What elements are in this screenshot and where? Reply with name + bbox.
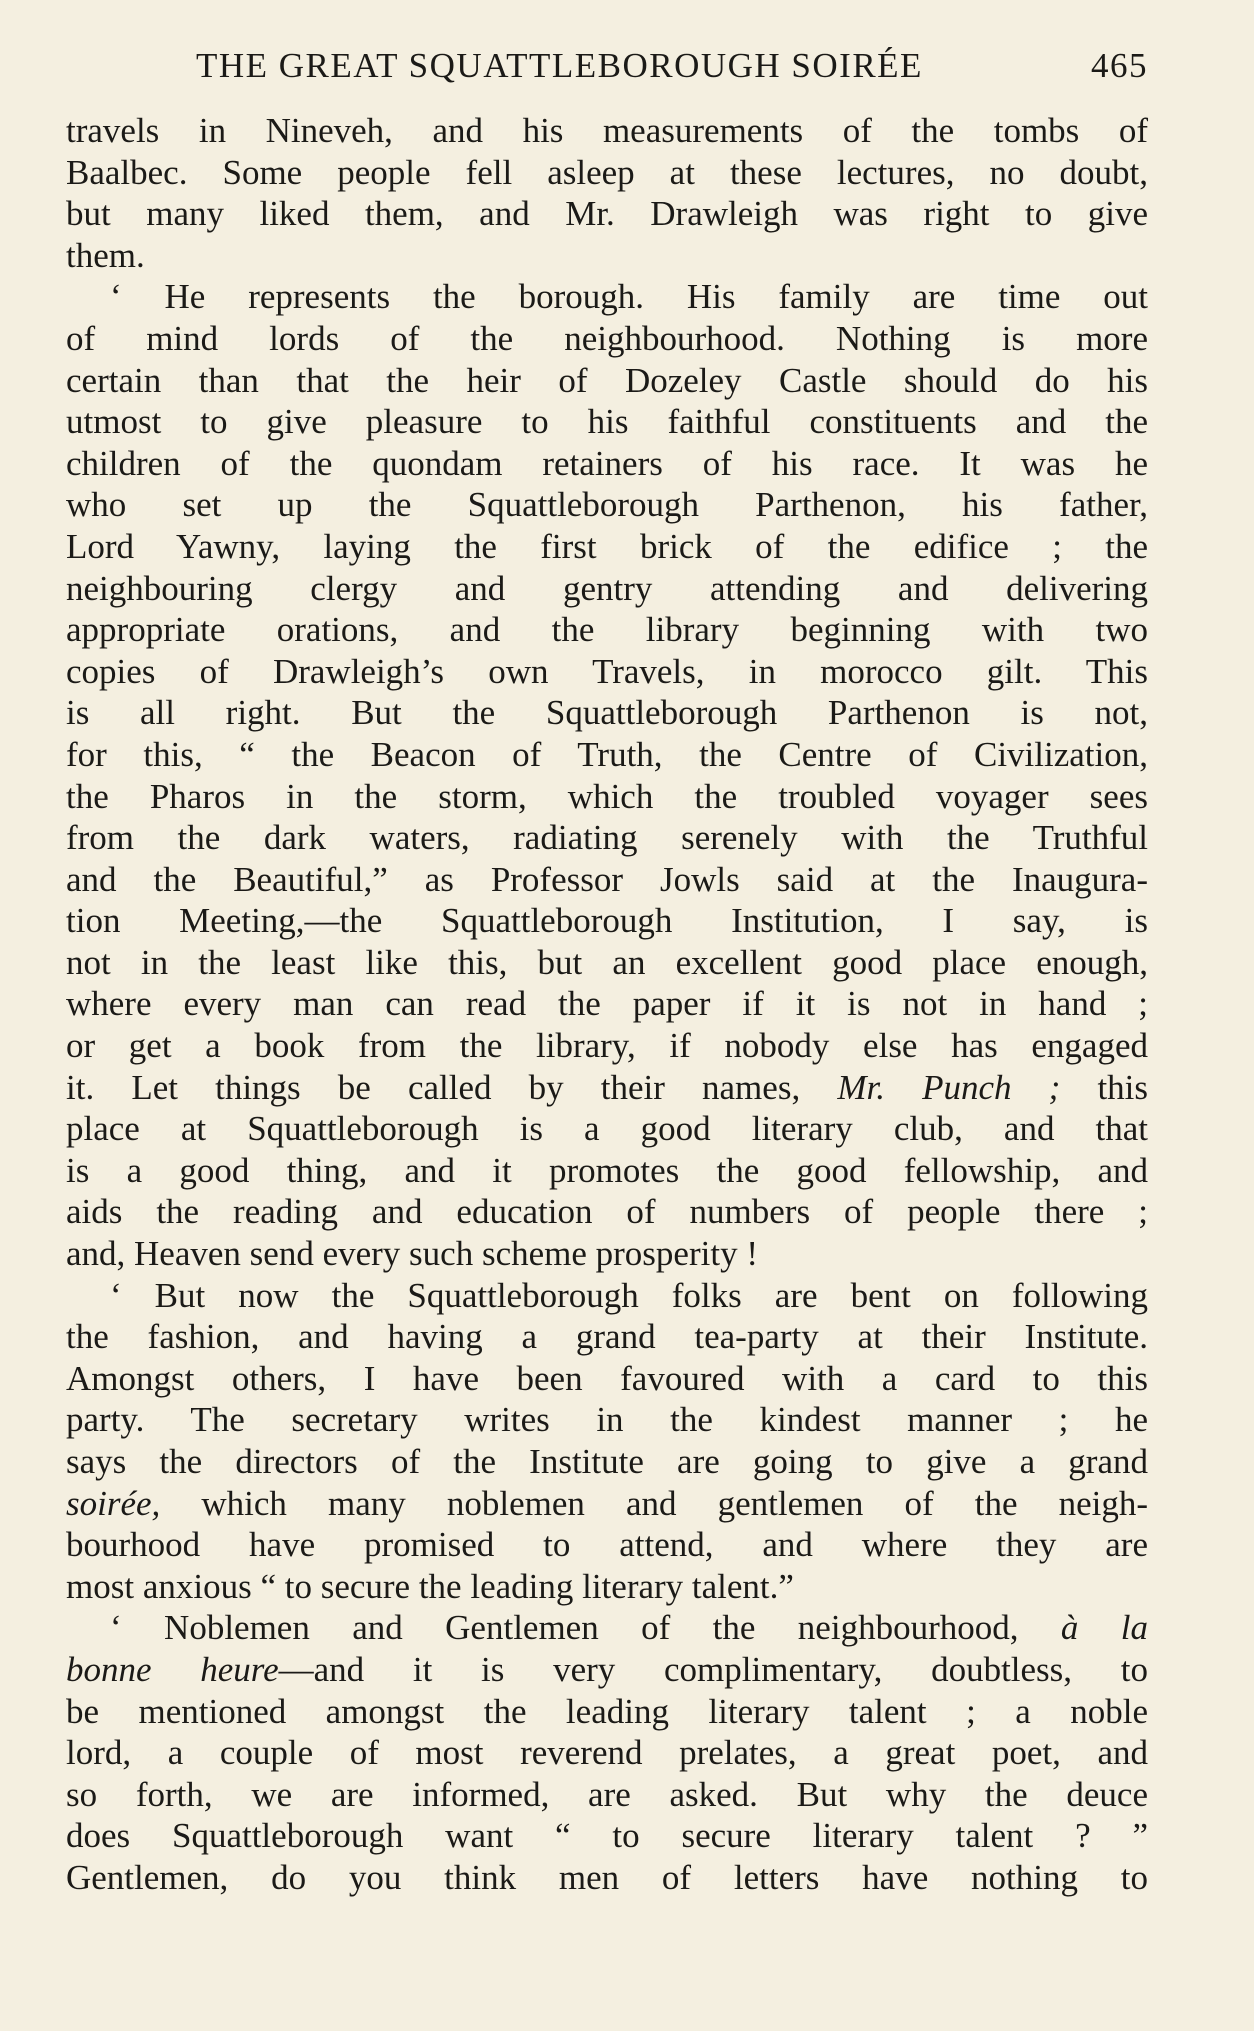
- text-line: tion Meeting,—the Squattleborough Institution, I say, is: [66, 901, 1148, 941]
- book-page: [66, 40, 1148, 1899]
- text-line: not in the least like this, but an excellent good place enough,: [66, 942, 1148, 982]
- text-line: [66, 1607, 1148, 1649]
- text-line: of mind lords of the neighbourhood. Nothing is more: [66, 318, 1148, 358]
- text-line: the fashion, and having a grand tea-party at their Institute.: [66, 1317, 1148, 1357]
- text-segment: —and it is very complimentary, doubtless, to: [278, 1649, 1148, 1689]
- text-line: ‘ He represents the borough. His family are time out: [110, 277, 1148, 317]
- text-line: is all right. But the Squattleborough Parthenon is not,: [66, 693, 1148, 733]
- text-line: so forth, we are informed, are asked. But why the deuce: [66, 1774, 1148, 1814]
- text-line: neighbouring clergy and gentry attending and delivering: [66, 568, 1148, 608]
- italic-text: bonne heure: [66, 1649, 279, 1689]
- text-line: place at Squattleborough is a good literary club, and that: [66, 1109, 1148, 1149]
- text-segment: it. Let things be called by their names,: [66, 1067, 838, 1107]
- text-line: Lord Yawny, laying the first brick of the edifice ; the: [66, 526, 1148, 566]
- italic-text: à la: [1060, 1608, 1148, 1648]
- text-line: Gentlemen, do you think men of letters have nothing to: [66, 1857, 1148, 1897]
- text-line: copies of Drawleigh’s own Travels, in morocco gilt. This: [66, 651, 1148, 691]
- text-line: the Pharos in the storm, which the troubled voyager sees: [66, 776, 1148, 816]
- text-line: utmost to give pleasure to his faithful constituents and the: [66, 402, 1148, 442]
- italic-text: Mr. Punch ;: [837, 1067, 1061, 1107]
- text-line: [66, 1483, 1148, 1525]
- running-title: THE GREAT SQUATTLEBOROUGH SOIRÉE: [196, 46, 923, 85]
- text-line: is a good thing, and it promotes the good fellowship, and: [66, 1150, 1148, 1190]
- running-head: [66, 40, 1148, 92]
- text-line: them.: [66, 235, 145, 275]
- text-line: be mentioned amongst the leading literary talent ; a noble: [66, 1691, 1148, 1731]
- text-line: or get a book from the library, if nobody else has engaged: [66, 1026, 1148, 1066]
- text-line: but many liked them, and Mr. Drawleigh was right to give: [66, 194, 1148, 234]
- text-line: party. The secretary writes in the kindest manner ; he: [66, 1400, 1148, 1440]
- text-line: bourhood have promised to attend, and where they are: [66, 1525, 1148, 1565]
- text-line: appropriate orations, and the library beginning with two: [66, 610, 1148, 650]
- text-line: and, Heaven send every such scheme prosperity !: [66, 1234, 758, 1274]
- page-number: 465: [1091, 46, 1148, 85]
- text-line: for this, “ the Beacon of Truth, the Centre of Civilization,: [66, 734, 1148, 774]
- text-line: children of the quondam retainers of his race. It was he: [66, 443, 1148, 483]
- text-segment: ‘ Noblemen and Gentlemen of the neighbourhood,: [110, 1608, 1061, 1648]
- text-segment: this: [1060, 1067, 1149, 1107]
- text-line: from the dark waters, radiating serenely with the Truthful: [66, 818, 1148, 858]
- text-line: travels in Nineveh, and his measurements of the tombs of: [66, 111, 1148, 150]
- text-line: [66, 1067, 1148, 1109]
- text-line: and the Beautiful,” as Professor Jowls said at the Inaugura-: [66, 859, 1148, 899]
- text-line: who set up the Squattleborough Parthenon, his father,: [66, 485, 1148, 525]
- text-line: [66, 1649, 1148, 1691]
- text-line: certain than that the heir of Dozeley Castle should do his: [66, 360, 1148, 400]
- text-line: does Squattleborough want “ to secure literary talent ? ”: [66, 1816, 1148, 1856]
- text-line: Amongst others, I have been favoured with a card to this: [66, 1358, 1148, 1398]
- text-segment: which many noblemen and gentlemen of the neigh-: [160, 1483, 1148, 1523]
- text-line: lord, a couple of most reverend prelates, a great poet, and: [66, 1733, 1148, 1773]
- body-text: [66, 110, 1148, 1899]
- text-line: most anxious “ to secure the leading literary talent.”: [66, 1566, 794, 1606]
- italic-text: soirée,: [66, 1483, 161, 1523]
- text-line: Baalbec. Some people fell asleep at these lectures, no doubt,: [66, 152, 1148, 192]
- text-line: says the directors of the Institute are going to give a grand: [66, 1442, 1148, 1481]
- text-line: where every man can read the paper if it is not in hand ;: [66, 984, 1148, 1024]
- text-line: ‘ But now the Squattleborough folks are bent on following: [110, 1275, 1148, 1315]
- text-line: aids the reading and education of numbers of people there ;: [66, 1192, 1148, 1232]
